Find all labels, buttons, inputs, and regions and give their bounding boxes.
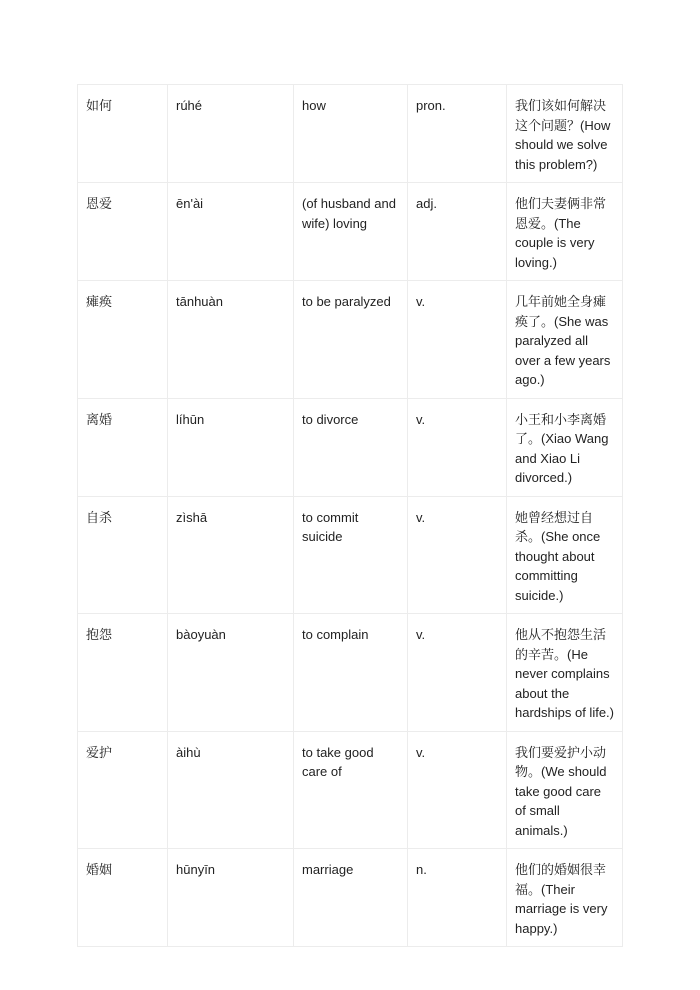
word-cell: 爱护: [78, 731, 168, 849]
meaning-cell: (of husband and wife) loving: [294, 183, 408, 281]
vocabulary-table: [77, 84, 623, 947]
example-sentence-cell: 我们该如何解决这个问题？(How should we solve this problem?): [507, 85, 623, 183]
meaning-cell: to complain: [294, 614, 408, 732]
meaning-cell: marriage: [294, 849, 408, 947]
table-row: [78, 281, 623, 399]
pinyin-cell: ēn'ài: [168, 183, 294, 281]
word-cell: 婚姻: [78, 849, 168, 947]
table-row: [78, 614, 623, 732]
meaning-cell: to divorce: [294, 398, 408, 496]
part-of-speech-cell: n.: [408, 849, 507, 947]
example-sentence-cell: 她曾经想过自杀。(She once thought about committing suicide.): [507, 496, 623, 614]
example-sentence-cell: 他从不抱怨生活的辛苦。(He never complains about the hardships of life.): [507, 614, 623, 732]
table-row: [78, 731, 623, 849]
table-row: [78, 849, 623, 947]
part-of-speech-cell: v.: [408, 398, 507, 496]
meaning-cell: how: [294, 85, 408, 183]
word-cell: 自杀: [78, 496, 168, 614]
pinyin-cell: àihù: [168, 731, 294, 849]
pinyin-cell: zìshā: [168, 496, 294, 614]
part-of-speech-cell: v.: [408, 496, 507, 614]
example-sentence-cell: 他们夫妻俩非常恩爱。(The couple is very loving.): [507, 183, 623, 281]
part-of-speech-cell: v.: [408, 614, 507, 732]
word-cell: 离婚: [78, 398, 168, 496]
table-row: [78, 85, 623, 183]
meaning-cell: to take good care of: [294, 731, 408, 849]
meaning-cell: to be paralyzed: [294, 281, 408, 399]
part-of-speech-cell: v.: [408, 281, 507, 399]
pinyin-cell: líhūn: [168, 398, 294, 496]
word-cell: 瘫痪: [78, 281, 168, 399]
example-sentence-cell: 我们要爱护小动物。(We should take good care of small animals.): [507, 731, 623, 849]
part-of-speech-cell: pron.: [408, 85, 507, 183]
word-cell: 恩爱: [78, 183, 168, 281]
meaning-cell: to commit suicide: [294, 496, 408, 614]
word-cell: 抱怨: [78, 614, 168, 732]
pinyin-cell: rúhé: [168, 85, 294, 183]
pinyin-cell: hūnyīn: [168, 849, 294, 947]
part-of-speech-cell: v.: [408, 731, 507, 849]
pinyin-cell: tānhuàn: [168, 281, 294, 399]
example-sentence-cell: 小王和小李离婚了。(Xiao Wang and Xiao Li divorced.): [507, 398, 623, 496]
example-sentence-cell: 几年前她全身瘫痪了。(She was paralyzed all over a few years ago.): [507, 281, 623, 399]
table-row: [78, 398, 623, 496]
example-sentence-cell: 他们的婚姻很幸福。(Their marriage is very happy.): [507, 849, 623, 947]
word-cell: 如何: [78, 85, 168, 183]
part-of-speech-cell: adj.: [408, 183, 507, 281]
table-row: [78, 496, 623, 614]
pinyin-cell: bàoyuàn: [168, 614, 294, 732]
table-row: [78, 183, 623, 281]
